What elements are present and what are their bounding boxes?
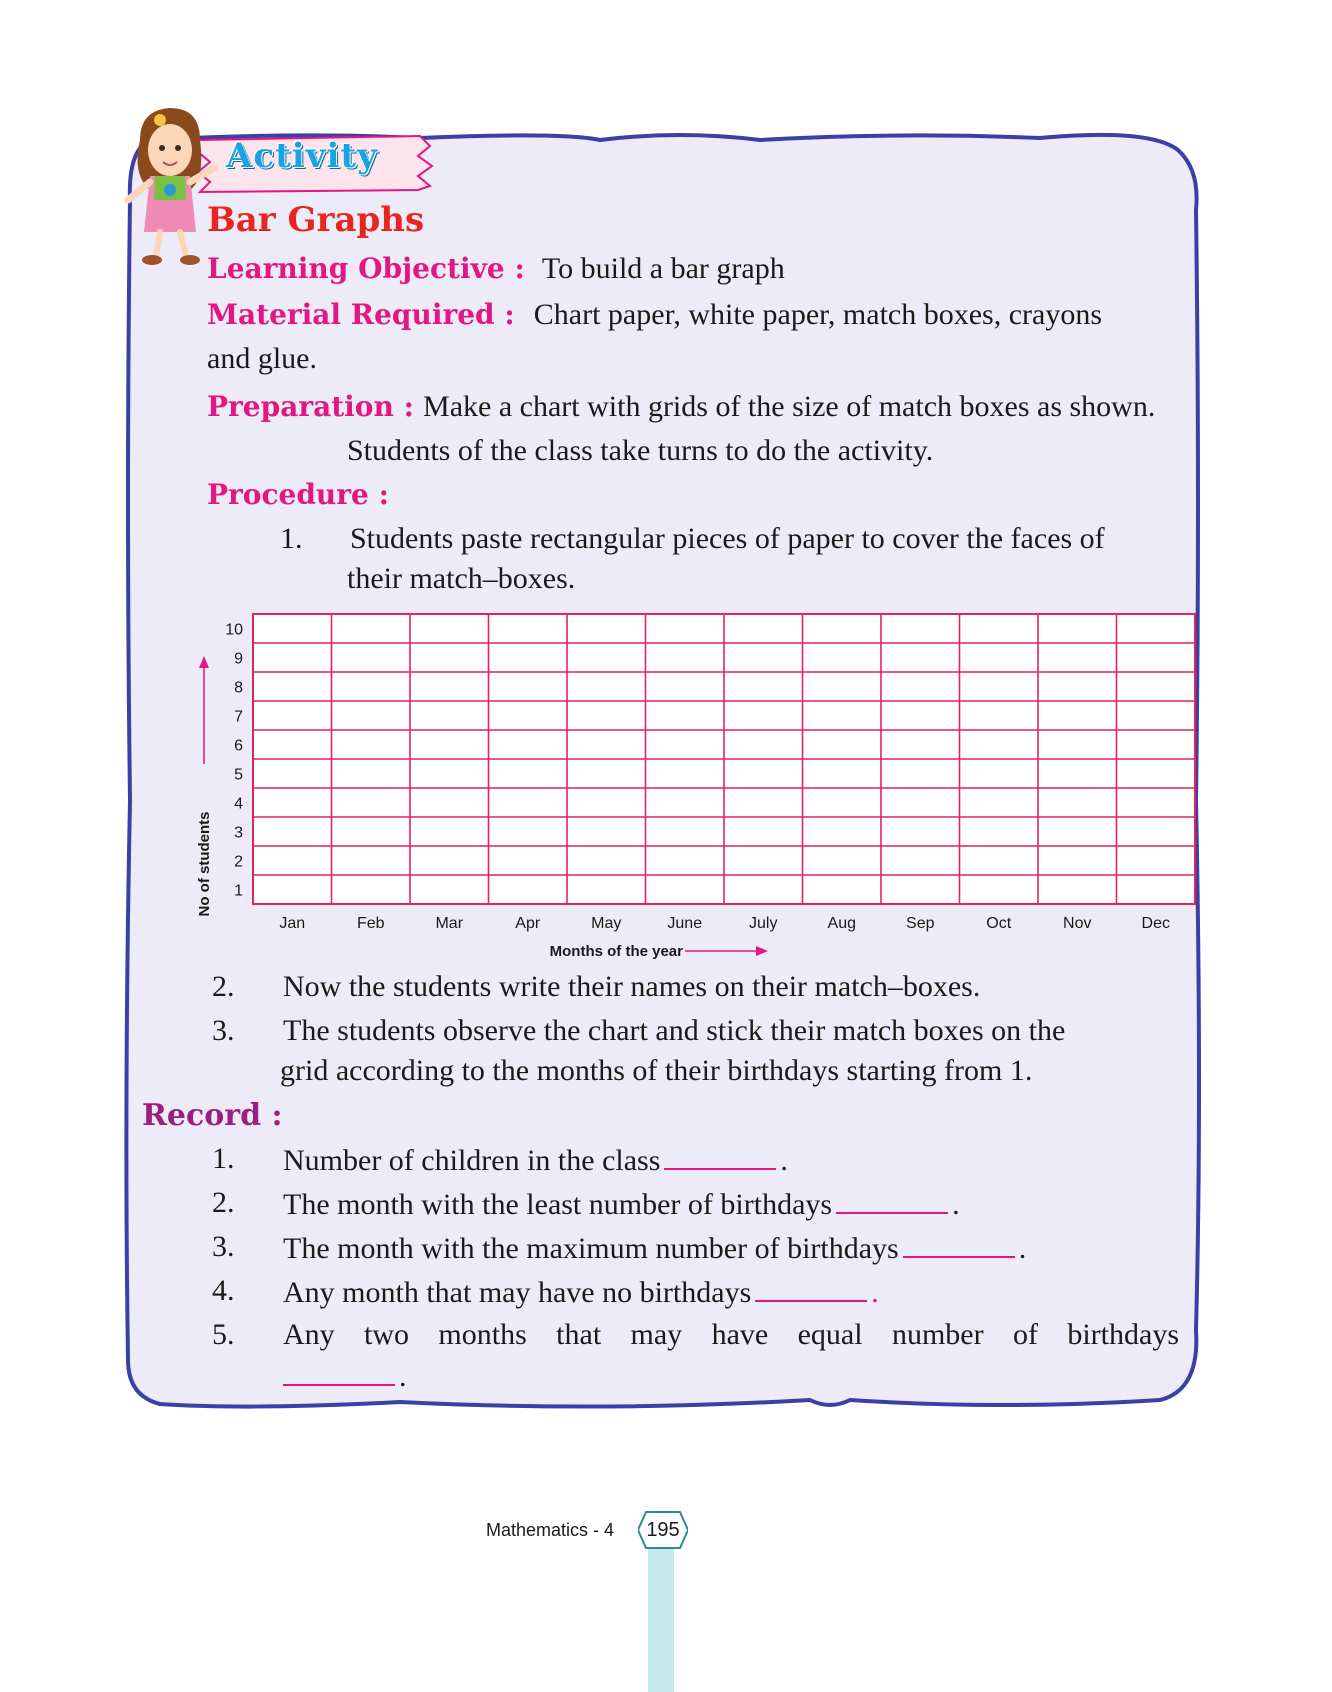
record-item-text: The month with the least number of birthdays [283,1188,833,1221]
materials-text-cont: and glue. [207,342,317,375]
book-title: Mathematics - 4 [486,1520,615,1540]
record-item-number: 2. [212,1186,235,1219]
record-item-number: 5. [212,1318,235,1351]
x-category-label: June [667,915,703,932]
y-tick-label: 6 [234,737,243,755]
procedure-step-text-cont: their match–boxes. [347,562,576,595]
y-tick-label: 5 [234,766,243,784]
x-category-label: Feb [356,915,385,932]
y-tick-label: 9 [234,650,243,668]
y-tick-label: 8 [234,679,243,697]
activity-heading: Activity [226,136,378,176]
materials-label: Material Required : [207,298,515,331]
procedure-step-number: 3. [212,1014,235,1047]
record-item: The month with the least number of birthdays . [283,1188,960,1221]
x-category-label: Mar [435,915,464,932]
y-axis-label: No of students [196,811,213,917]
procedure-step-text: Students paste rectangular pieces of paper to cover the faces of [350,522,1105,555]
y-tick-label: 10 [225,621,243,639]
x-axis-arrow-head [756,946,768,956]
record-label: Record : [142,1098,283,1133]
x-category-label: Oct [986,915,1012,932]
x-axis-label: Months of the year [549,943,683,960]
procedure-step-number: 2. [212,970,235,1003]
record-item-text: Any two months that may have equal number of birthdays [283,1318,1179,1351]
objective-text: To build a bar graph [541,252,785,285]
x-category-label: Dec [1141,915,1170,932]
procedure-step-text-cont: grid according to the months of their birthdays starting from 1. [280,1054,1033,1087]
answer-blank[interactable] [755,1274,867,1302]
footer-bar [648,1552,674,1692]
objective-label: Learning Objective : [207,252,525,285]
preparation [207,390,1155,424]
answer-blank[interactable] [836,1186,948,1214]
y-tick-label: 7 [234,708,243,726]
x-category-label: July [749,915,778,932]
record-item-number: 3. [212,1230,235,1263]
learning-objective [207,252,785,286]
procedure-step-number: 1. [280,522,303,555]
x-category-label: Sep [906,915,935,932]
y-tick-label: 4 [234,795,243,813]
x-category-label: Apr [515,915,541,932]
preparation-text-cont: Students of the class take turns to do the activity. [347,434,934,467]
birthday-bar-graph-grid [180,600,1200,960]
record-item-text: Any month that may have no birthdays [283,1276,752,1309]
answer-blank[interactable] [903,1230,1015,1258]
y-axis-arrow-head [199,656,209,668]
record-item: Number of children in the class . [283,1144,788,1177]
materials-text: Chart paper, white paper, match boxes, crayons [533,298,1103,331]
record-item-cont: . [283,1358,407,1394]
y-tick-label: 1 [234,882,243,900]
record-item-text: The month with the maximum number of birthdays [283,1232,899,1265]
page-number: 195 [646,1519,680,1541]
record-item-number: 1. [212,1142,235,1175]
preparation-label: Preparation : [207,390,414,423]
record-item-number: 4. [212,1274,235,1307]
x-category-label: Jan [279,915,306,932]
materials [207,298,1177,332]
x-category-label: Aug [827,915,856,932]
answer-blank[interactable] [664,1142,776,1170]
procedure-label: Procedure : [207,478,389,511]
x-category-label: May [591,915,622,932]
preparation-text: Make a chart with grids of the size of match boxes as shown. [423,390,1156,423]
y-tick-label: 3 [234,824,243,842]
x-category-label: Nov [1063,915,1092,932]
procedure-step-text: Now the students write their names on their match–boxes. [283,970,981,1003]
record-item: The month with the maximum number of birthdays . [283,1232,1027,1265]
record-item-text: Number of children in the class [283,1144,661,1177]
section-title: Bar Graphs [207,200,425,240]
answer-blank[interactable] [283,1358,395,1386]
y-tick-label: 2 [234,853,243,871]
record-item: Any month that may have no birthdays . [283,1276,879,1309]
procedure-step-text: The students observe the chart and stick their match boxes on the [283,1014,1066,1047]
